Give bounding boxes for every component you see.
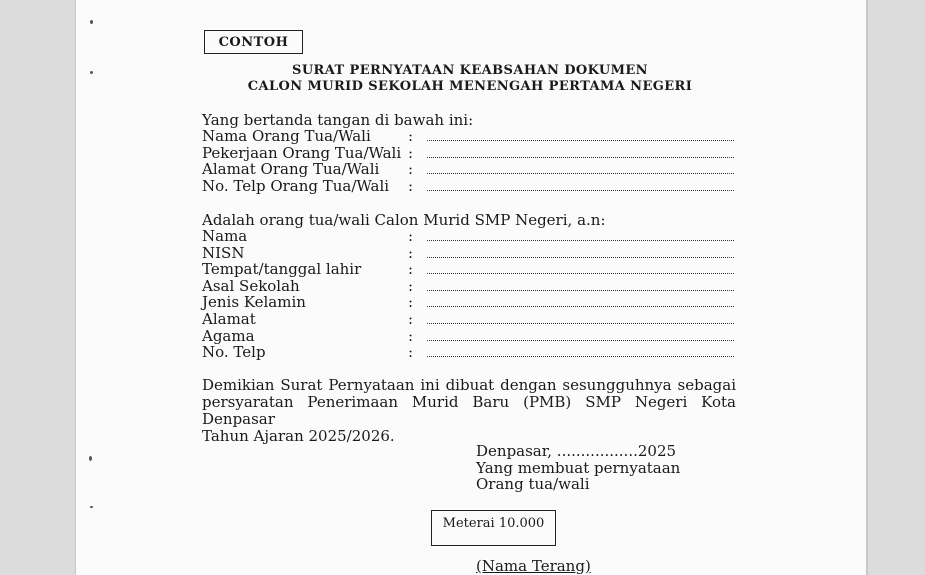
closing-line: Demikian Surat Pernyataan ini dibuat dengan sesungguhnya sebagai	[202, 376, 736, 394]
field-label: No. Telp Orang Tua/Wali	[202, 176, 390, 195]
signatory-caption: Yang membuat pernyataan	[476, 459, 681, 477]
form-field-row	[202, 161, 734, 177]
signatory-role: Orang tua/wali	[476, 475, 590, 493]
fill-in-blank[interactable]	[427, 340, 734, 341]
scan-speck	[89, 456, 92, 461]
page-edge-divider	[866, 0, 868, 575]
fill-in-blank[interactable]	[427, 240, 734, 241]
signatory-name: (Nama Terang)	[476, 557, 591, 575]
contoh-label: CONTOH	[204, 30, 303, 54]
form-field-row	[202, 245, 734, 261]
stamp-box: Meterai 10.000	[431, 510, 556, 546]
fill-in-blank[interactable]	[427, 190, 734, 191]
field-colon: :	[408, 227, 414, 245]
closing-paragraph	[202, 377, 736, 445]
fill-in-blank[interactable]	[427, 306, 734, 307]
form-field-row	[202, 228, 734, 244]
fill-in-blank[interactable]	[427, 323, 734, 324]
closing-line: Tahun Ajaran 2025/2026.	[202, 427, 395, 445]
field-colon: :	[408, 160, 414, 179]
document-title-line1: SURAT PERNYATAAN KEABSAHAN DOKUMEN	[292, 63, 648, 78]
fill-in-blank[interactable]	[427, 290, 734, 291]
field-label: No. Telp	[202, 343, 266, 362]
closing-line: persyaratan Penerimaan Murid Baru (PMB) SMP Negeri Kota Denpasar	[202, 393, 736, 428]
field-colon: :	[408, 243, 414, 262]
field-colon: :	[408, 276, 414, 295]
field-label: Nama	[202, 227, 248, 245]
field-colon: :	[408, 326, 414, 345]
field-colon: :	[408, 293, 414, 312]
form-field-row	[202, 278, 734, 294]
form-field-row	[202, 328, 734, 344]
fill-in-blank[interactable]	[427, 140, 734, 141]
field-label: Alamat	[202, 310, 256, 328]
field-colon: :	[408, 176, 414, 195]
scan-speck	[90, 20, 93, 24]
field-colon: :	[408, 343, 414, 362]
field-label: Tempat/tanggal lahir	[202, 260, 362, 279]
intro-text: Yang bertanda tangan di bawah ini:	[202, 111, 474, 129]
field-label: Jenis Kelamin	[202, 293, 306, 312]
fill-in-blank[interactable]	[427, 157, 734, 158]
scan-speck	[90, 506, 93, 508]
field-label: Alamat Orang Tua/Wali	[202, 160, 380, 179]
field-colon: :	[408, 260, 414, 279]
field-label: Agama	[202, 326, 255, 345]
field-label: Asal Sekolah	[202, 276, 300, 295]
document-title-line2: CALON MURID SEKOLAH MENENGAH PERTAMA NEGERI	[247, 79, 693, 94]
fill-in-blank[interactable]	[427, 173, 734, 174]
form-field-row	[202, 261, 734, 277]
student-intro-text: Adalah orang tua/wali Calon Murid SMP Negeri, a.n:	[202, 211, 606, 229]
field-colon: :	[408, 143, 414, 162]
place-date: Denpasar, .................2025	[476, 442, 677, 460]
form-field-row	[202, 344, 734, 360]
field-colon: :	[408, 310, 414, 328]
form-field-row	[202, 128, 734, 144]
form-field-row	[202, 294, 734, 310]
fill-in-blank[interactable]	[427, 356, 734, 357]
field-colon: :	[408, 127, 414, 145]
field-label: Nama Orang Tua/Wali	[202, 127, 371, 145]
field-label: Pekerjaan Orang Tua/Wali	[202, 143, 402, 162]
fill-in-blank[interactable]	[427, 257, 734, 258]
form-field-row	[202, 311, 734, 327]
fill-in-blank[interactable]	[427, 273, 734, 274]
form-field-row	[202, 145, 734, 161]
form-field-row	[202, 178, 734, 194]
field-label: NISN	[202, 243, 245, 262]
scan-speck	[90, 71, 93, 74]
